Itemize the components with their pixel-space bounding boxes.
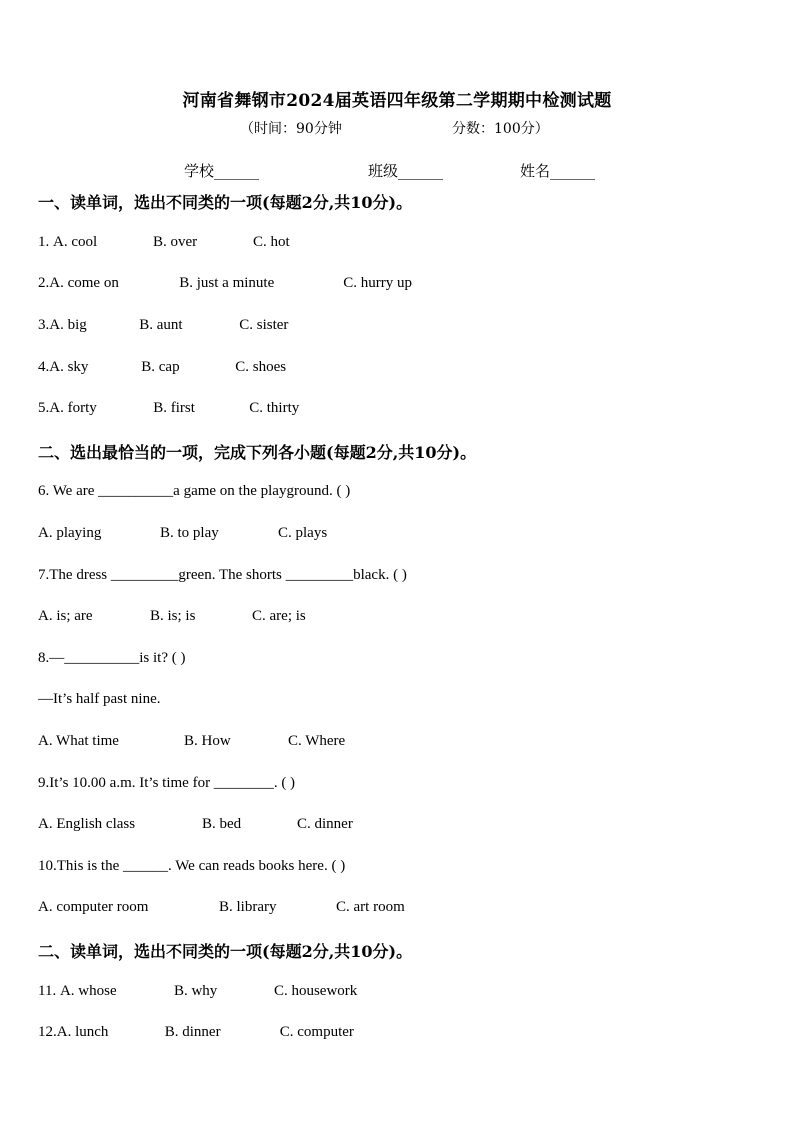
option-a: A. come on [49,275,119,291]
option-c: C. hurry up [343,275,412,291]
question-stem-end: is it? ( ) [139,650,186,666]
option-b: B. why [173,983,218,999]
answer-blank: ________ [213,775,274,791]
option-b: B. first [153,400,195,416]
option-c: C. are; is [252,608,306,624]
question-3 [38,317,288,334]
question-6 [38,483,350,500]
option-c: C. dinner [297,816,353,832]
question-11 [38,983,357,1000]
question-8-reply: —It’s half past nine. [38,691,161,707]
question-stem-end: . We can reads books here. ( ) [168,858,346,874]
question-number: 11. [38,983,60,999]
answer-blank: _________ [285,567,354,583]
option-c: C. art room [336,899,405,915]
option-a: A. lunch [56,1024,109,1040]
question-7 [38,567,407,584]
option-b: B. library [219,899,277,915]
question-10-options [38,899,405,916]
answer-blank: ______ [123,858,168,874]
option-b: B. How [184,733,231,749]
question-stem-end: black. ( ) [353,567,407,583]
option-a: A. English class [38,816,136,832]
option-c: C. computer [279,1024,354,1040]
question-7-options [38,608,306,625]
question-9 [38,775,295,792]
option-a: A. sky [49,359,89,375]
page-title: 河南省舞钢市2024届英语四年级第二学期期中检测试题 [182,91,612,111]
option-a: A. playing [38,525,102,541]
option-a: A. is; are [38,608,93,624]
question-stem: 10.This is the [38,858,123,874]
option-a: A. cool [53,234,98,250]
option-a: A. big [49,317,87,333]
question-number: 3. [38,317,50,333]
option-a: A. whose [59,983,117,999]
option-b: B. aunt [139,317,183,333]
option-c: C. sister [239,317,289,333]
name-field: 姓名______ [520,162,596,180]
question-8-options [38,733,345,750]
option-b: B. just a minute [179,275,275,291]
option-c: C. plays [278,525,328,541]
option-c: C. thirty [249,400,300,416]
question-12 [38,1024,354,1041]
option-b: B. bed [202,816,242,832]
question-1 [38,234,290,251]
question-stem: 7.The dress [38,567,111,583]
question-stem: 8.— [38,650,65,666]
option-b: B. is; is [150,608,196,624]
option-c: C. Where [288,733,346,749]
class-field: 班级______ [368,162,444,180]
question-stem-end: a game on the playground. ( ) [173,483,351,499]
option-c: C. shoes [235,359,287,375]
question-4 [38,359,286,376]
question-stem: 9.It’s 10.00 a.m. It’s time for [38,775,214,791]
section-1-heading: 一、读单词，选出不同类的一项(每题2分,共10分)。 [38,193,413,212]
question-6-options [38,525,327,542]
question-stem-mid: green. The shorts [178,567,286,583]
option-b: B. cap [141,359,180,375]
question-number: 1. [38,234,53,250]
option-c: C. hot [253,234,290,250]
answer-blank: _________ [110,567,179,583]
question-8 [38,650,186,667]
question-number: 4. [38,359,50,375]
question-9-options [38,816,353,833]
school-field: 学校______ [184,162,260,180]
question-2 [38,275,412,292]
option-a: A. forty [49,400,97,416]
question-stem: 6. We are [38,483,99,499]
question-number: 2. [38,275,50,291]
question-5 [38,400,299,417]
option-c: C. housework [273,983,358,999]
option-b: B. to play [160,525,219,541]
answer-blank: __________ [64,650,140,666]
section-3-heading: 二、读单词，选出不同类的一项(每题2分,共10分)。 [38,942,413,961]
answer-blank: __________ [98,483,174,499]
option-a: A. computer room [38,899,149,915]
option-b: B. dinner [164,1024,221,1040]
question-number: 12. [38,1024,57,1040]
question-stem-end: . ( ) [273,775,296,791]
option-a: A. What time [38,733,119,749]
option-b: B. over [153,234,198,250]
question-10 [38,858,345,875]
section-2-heading: 二、选出最恰当的一项，完成下列各小题(每题2分,共10分)。 [38,443,477,462]
question-number: 5. [38,400,50,416]
exam-time: （时间：90分钟 [240,121,342,137]
exam-score: 分数：100分） [452,121,549,137]
